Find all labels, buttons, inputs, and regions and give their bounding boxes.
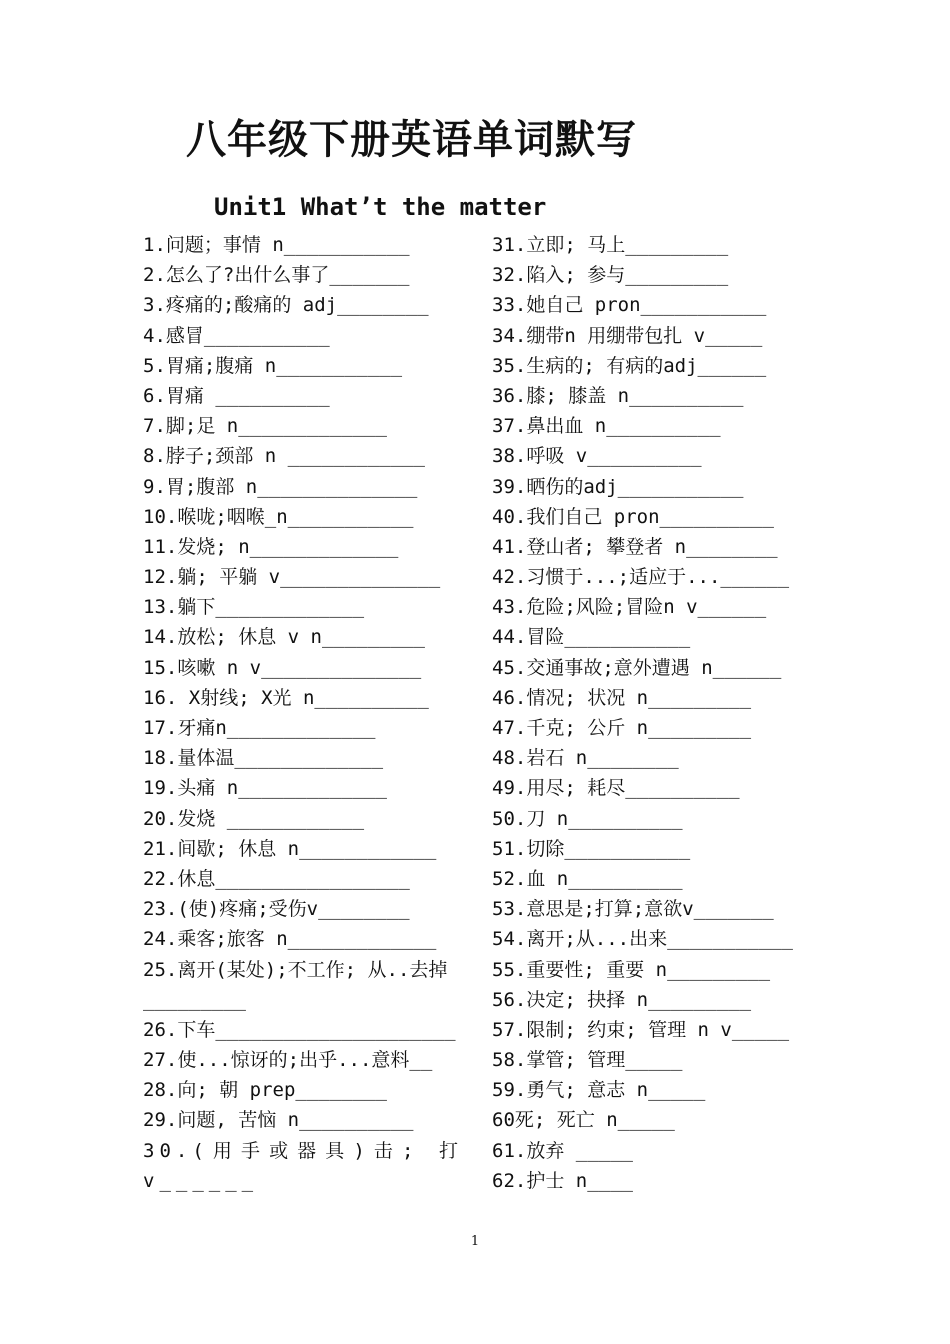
list-item: 32.陷入; 参与_________	[492, 264, 729, 287]
list-item: 46.情况; 状况 n_________	[492, 686, 752, 709]
list-item: 24.乘客;旅客 n_____________	[143, 928, 437, 951]
list-item: 48.岩石 n________	[492, 747, 679, 770]
list-item: 18.量体温_____________	[143, 747, 384, 770]
list-item: 14.放松; 休息 v n_________	[143, 626, 425, 649]
list-item: 59.勇气; 意志 n_____	[492, 1079, 706, 1102]
list-item: 44.冒险___________	[492, 626, 691, 649]
left-column	[143, 230, 463, 1196]
list-item: 43.危险;风险;冒险n v______	[492, 596, 767, 619]
list-item: 52.血 n__________	[492, 867, 683, 890]
list-item: 10.喉咙;咽喉_n___________	[143, 505, 414, 528]
list-item: 28.向; 朝 prep________	[143, 1079, 387, 1102]
list-item: 1.问题；事情 n___________	[143, 234, 410, 256]
list-item: 42.习惯于...;适应于...______	[492, 566, 790, 589]
list-item: 25.离开(某处);不工作; 从..去掉_________	[143, 958, 448, 1011]
list-item: 5.胃痛;腹痛 n___________	[143, 354, 403, 377]
list-item: 26.下车_____________________	[143, 1018, 456, 1041]
list-item: 34.绷带n 用绷带包扎 v_____	[492, 324, 763, 347]
list-item: 17.牙痛n_____________	[143, 717, 376, 739]
list-item: 50.刀 n__________	[492, 807, 683, 830]
page-number: 1	[470, 1234, 480, 1249]
list-item: 9.胃;腹部 n______________	[143, 475, 418, 498]
list-item: 38.呼吸 v__________	[492, 445, 702, 468]
list-item: 51.切除___________	[492, 837, 691, 860]
list-item: 4.感冒___________	[143, 324, 330, 347]
list-item: 3.疼痛的;酸痛的 adj________	[143, 294, 429, 317]
list-item: 27.使...惊讶的;出乎...意料__	[143, 1049, 433, 1072]
list-item: 61.放弃 _____	[492, 1139, 633, 1162]
list-item: 53.意思是;打算;意欲v_______	[492, 898, 774, 921]
list-item: 58.掌管; 管理_____	[492, 1049, 683, 1072]
list-item: 11.发烧; n_____________	[143, 535, 399, 558]
list-item: 15.咳嗽 n v______________	[143, 656, 422, 679]
list-item: 13.躺下_____________	[143, 596, 365, 619]
list-item: 20.发烧 ____________	[143, 807, 365, 830]
list-item: 56.决定; 抉择 n_________	[492, 988, 752, 1011]
list-item: 62.护士 n____	[492, 1169, 633, 1192]
list-item: 47.千克; 公斤 n_________	[492, 717, 752, 739]
list-item: 33.她自己 pron___________	[492, 294, 767, 317]
list-item: 22.休息_________________	[143, 867, 410, 890]
list-item: 6.胃痛 __________	[143, 384, 330, 407]
list-item: 35.生病的; 有病的adj______	[492, 354, 767, 377]
list-item: 16. X射线; X光 n__________	[143, 686, 429, 709]
right-column	[492, 230, 812, 1196]
list-item: 30.(用手或器具)击; 打v______	[143, 1139, 463, 1192]
list-item: 49.用尽; 耗尽__________	[492, 777, 740, 800]
list-item: 7.脚;足 n_____________	[143, 415, 387, 438]
list-item: 57.限制; 约束; 管理 n v_____	[492, 1018, 790, 1041]
list-item: 12.躺; 平躺 v______________	[143, 566, 441, 589]
list-item: 29.问题, 苦恼 n__________	[143, 1109, 414, 1132]
list-item: 39.晒伤的adj___________	[492, 475, 744, 498]
list-item: 8.脖子;颈部 n ____________	[143, 445, 425, 468]
page-title: 八年级下册英语单词默写	[186, 117, 637, 163]
list-item: 54.离开;从...出来___________	[492, 928, 793, 951]
list-item: 19.头痛 n_____________	[143, 777, 387, 800]
list-item: 36.膝; 膝盖 n__________	[492, 384, 744, 407]
list-item: 55.重要性; 重要 n_________	[492, 958, 771, 981]
list-item: 2.怎么了?出什么事了_______	[143, 264, 410, 287]
list-item: 40.我们自己 pron__________	[492, 505, 774, 528]
unit-heading: Unit1 What’t the matter	[214, 193, 547, 221]
list-item: 23.(使)疼痛;受伤v________	[143, 898, 410, 921]
list-item: 41.登山者; 攀登者 n________	[492, 535, 778, 558]
list-item: 21.间歇; 休息 n____________	[143, 837, 437, 860]
list-item: 37.鼻出血 n__________	[492, 415, 721, 438]
list-item: 60死; 死亡 n_____	[492, 1109, 675, 1132]
list-item: 45.交通事故;意外遭遇 n______	[492, 656, 782, 679]
list-item: 31.立即; 马上_________	[492, 234, 729, 256]
